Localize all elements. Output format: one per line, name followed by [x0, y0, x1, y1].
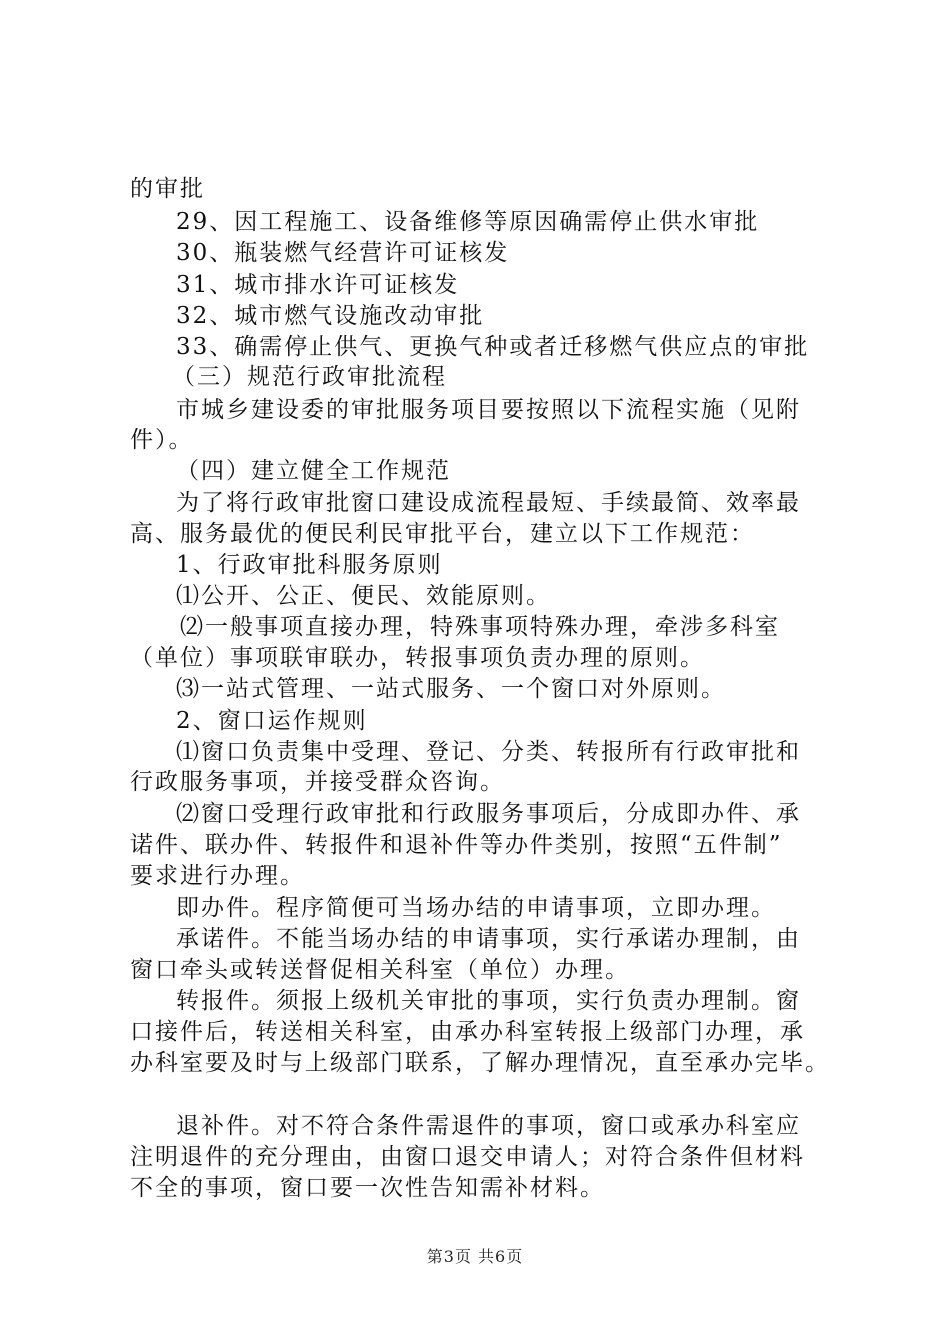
text-line: 即办件。程序简便可当场办结的申请事项，立即办理。: [176, 895, 776, 921]
text-line: 承诺件。不能当场办结的申请事项，实行承诺办理制，由: [176, 926, 801, 952]
text-line: 窗口牵头或转送督促相关科室（单位）办理。: [130, 957, 630, 983]
section-heading: （三）规范行政审批流程: [172, 364, 447, 390]
text-line: ⑵窗口受理行政审批和行政服务事项后，分成即办件、承: [176, 801, 801, 827]
text-line: 诺件、联办件、转报件和退补件等办件类别，按照“五件制”: [130, 832, 783, 858]
text-line: 31、城市排水许可证核发: [176, 272, 460, 298]
text-line: 口接件后，转送相关科室，由承办科室转报上级部门办理，承: [130, 1019, 805, 1045]
text-line: 2、窗口运作规则: [176, 708, 368, 734]
text-line: 的审批: [130, 176, 205, 202]
text-line: 要求进行办理。: [130, 863, 305, 889]
text-line: 转报件。须报上级机关审批的事项，实行负责办理制。窗: [176, 988, 801, 1014]
text-line: 1、行政审批科服务原则: [176, 552, 443, 578]
text-line: 不全的事项，窗口要一次性告知需补材料。: [130, 1175, 605, 1201]
section-heading: （四）建立健全工作规范: [176, 458, 451, 484]
text-line: 33、确需停止供气、更换气种或者迁移燃气供应点的审批: [176, 334, 810, 360]
text-line: 30、瓶装燃气经营许可证核发: [176, 240, 510, 266]
text-line: ⑶一站式管理、一站式服务、一个窗口对外原则。: [176, 676, 726, 702]
text-line: 退补件。对不符合条件需退件的事项，窗口或承办科室应: [176, 1113, 801, 1139]
text-line: ⑴窗口负责集中受理、登记、分类、转报所有行政审批和: [176, 739, 801, 765]
text-line: 件）。: [130, 427, 194, 453]
text-line: （单位）事项联审联办，转报事项负责办理的原则。: [130, 645, 705, 671]
text-line: 行政服务事项，并接受群众咨询。: [130, 769, 505, 795]
text-line: ⑴公开、公正、便民、效能原则。: [176, 583, 551, 609]
text-line: 高、服务最优的便民利民审批平台，建立以下工作规范：: [130, 521, 755, 547]
text-line: 市城乡建设委的审批服务项目要按照以下流程实施（见附: [176, 397, 801, 423]
text-line: 29、因工程施工、设备维修等原因确需停止供水审批: [176, 209, 760, 235]
text-line: ⑵一般事项直接办理，特殊事项特殊办理，牵涉多科室: [180, 614, 780, 640]
page-number-footer: 第3页 共6页: [426, 1247, 524, 1266]
text-line: 办科室要及时与上级部门联系，了解办理情况，直至承办完毕。: [130, 1050, 830, 1076]
text-line: 为了将行政审批窗口建设成流程最短、手续最简、效率最: [176, 490, 801, 516]
text-line: 注明退件的充分理由，由窗口退交申请人；对符合条件但材料: [130, 1144, 805, 1170]
text-line: 32、城市燃气设施改动审批: [176, 303, 485, 329]
